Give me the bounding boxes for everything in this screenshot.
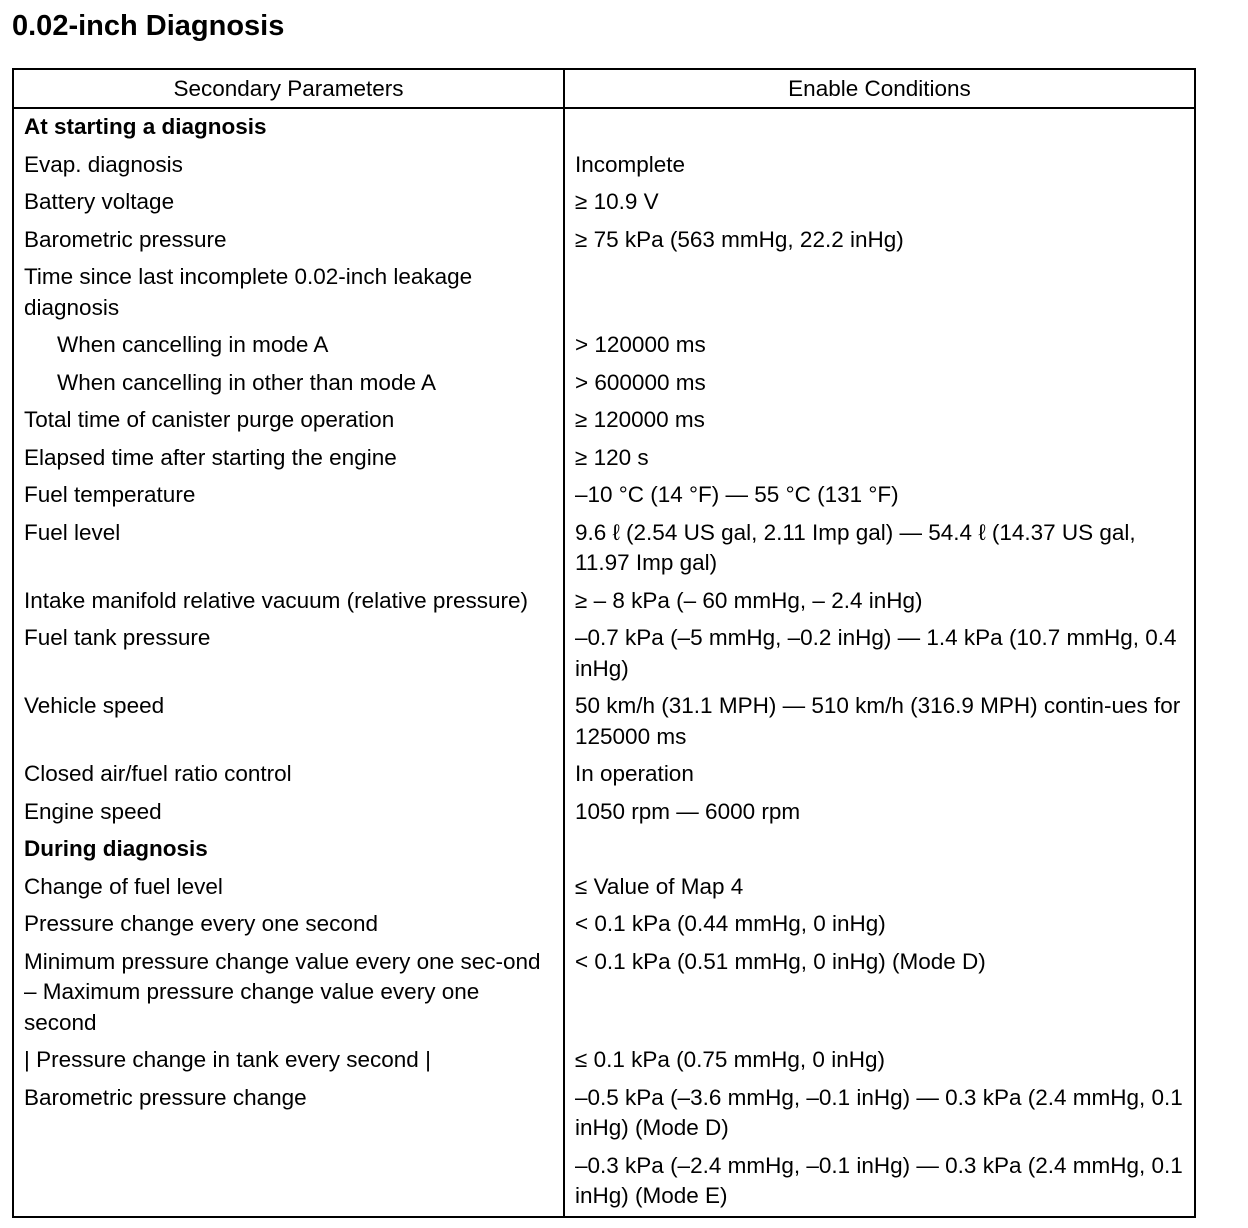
condition-cell: –0.5 kPa (–3.6 mmHg, –0.1 inHg) — 0.3 kPa (2.4 mmHg, 0.1 inHg) (Mode D) [575,1084,1183,1140]
table-row [13,794,1195,832]
condition-cell: Incomplete [575,151,686,177]
condition-cell: In operation [575,761,694,786]
parameter-cell: Engine speed [13,794,564,832]
table-row [13,1042,1195,1080]
parameter-cell [13,1148,564,1217]
condition-cell: –0.7 kPa (–5 mmHg, –0.2 inHg) — 1.4 kPa (10.7 mmHg, 0.4 inHg) [575,625,1177,681]
table-row [13,620,1195,688]
condition-cell: –10 °C (14 °F) — 55 °C (131 °F) [575,482,899,507]
parameter-cell: Pressure change every one second [13,906,564,944]
table-row [13,222,1195,260]
condition-cell: ≥ 120000 ms [575,407,705,432]
table-row [13,831,1195,869]
parameter-cell: When cancelling in other than mode A [13,365,564,403]
condition-cell: –0.3 kPa (–2.4 mmHg, –0.1 inHg) — 0.3 kPa (2.4 mmHg, 0.1 inHg) (Mode E) [575,1152,1183,1208]
condition-cell: < 0.1 kPa (0.51 mmHg, 0 inHg) (Mode D) [575,948,986,974]
condition-cell [564,108,1195,147]
parameter-cell: Elapsed time after starting the engine [13,440,564,478]
parameter-cell: Total time of canister purge operation [13,402,564,440]
table-row [13,477,1195,515]
condition-cell: 1050 rpm — 6000 rpm [575,798,801,824]
condition-cell: ≥ 10.9 V [575,189,659,214]
page-title: 0.02-inch Diagnosis [12,10,285,42]
parameter-cell: Closed air/fuel ratio control [13,756,564,794]
table-row [13,756,1195,794]
condition-cell: 50 km/h (31.1 MPH) — 510 km/h (316.9 MPH) contin-ues for 125000 ms [575,693,1181,749]
condition-cell: > 600000 ms [575,369,706,395]
table-row [13,1080,1195,1148]
parameter-cell: Fuel level [13,515,564,583]
table-row [13,906,1195,944]
condition-cell: ≥ 75 kPa (563 mmHg, 22.2 inHg) [575,226,904,252]
table-row [13,147,1195,185]
table-row [13,402,1195,440]
table-row [13,184,1195,222]
table-row [13,259,1195,327]
condition-cell: > 120000 ms [575,332,706,357]
table-row [13,365,1195,403]
column-header-enable-conditions: Enable Conditions [564,69,1195,108]
table-row [13,515,1195,583]
parameter-cell: When cancelling in mode A [13,327,564,365]
table-header-row [13,69,1195,108]
parameter-cell: Intake manifold relative vacuum (relative pressure) [13,583,564,621]
table-row [13,108,1195,147]
table-row [13,440,1195,478]
parameter-cell: Barometric pressure [13,222,564,260]
condition-cell: ≤ Value of Map 4 [575,873,744,899]
column-header-secondary-parameters: Secondary Parameters [13,69,564,108]
table-row [13,1148,1195,1217]
section-heading: At starting a diagnosis [13,108,564,147]
parameter-cell: | Pressure change in tank every second | [13,1042,564,1080]
parameter-cell: Battery voltage [13,184,564,222]
parameter-cell: Barometric pressure change [13,1080,564,1148]
condition-cell: 9.6 ℓ (2.54 US gal, 2.11 Imp gal) — 54.4 ℓ (14.37 US gal, 11.97 Imp gal) [575,519,1136,575]
parameter-cell: Minimum pressure change value every one sec-ond – Maximum pressure change value every one second [13,944,564,1043]
condition-cell: < 0.1 kPa (0.44 mmHg, 0 inHg) [575,911,886,936]
parameter-cell: Change of fuel level [13,869,564,907]
table-row [13,583,1195,621]
parameter-cell: Evap. diagnosis [13,147,564,185]
table-row [13,688,1195,756]
condition-cell [564,259,1195,327]
parameter-cell: Fuel temperature [13,477,564,515]
condition-cell: ≥ 120 s [575,444,649,470]
section-heading: During diagnosis [13,831,564,869]
table-row [13,327,1195,365]
table-row [13,944,1195,1043]
parameter-cell: Vehicle speed [13,688,564,756]
enable-conditions-table [12,68,1196,1218]
condition-cell [564,831,1195,869]
parameter-cell: Fuel tank pressure [13,620,564,688]
table-row [13,869,1195,907]
parameter-cell: Time since last incomplete 0.02-inch leakage diagnosis [13,259,564,327]
condition-cell: ≥ – 8 kPa (– 60 mmHg, – 2.4 inHg) [575,587,923,613]
condition-cell: ≤ 0.1 kPa (0.75 mmHg, 0 inHg) [575,1047,885,1072]
